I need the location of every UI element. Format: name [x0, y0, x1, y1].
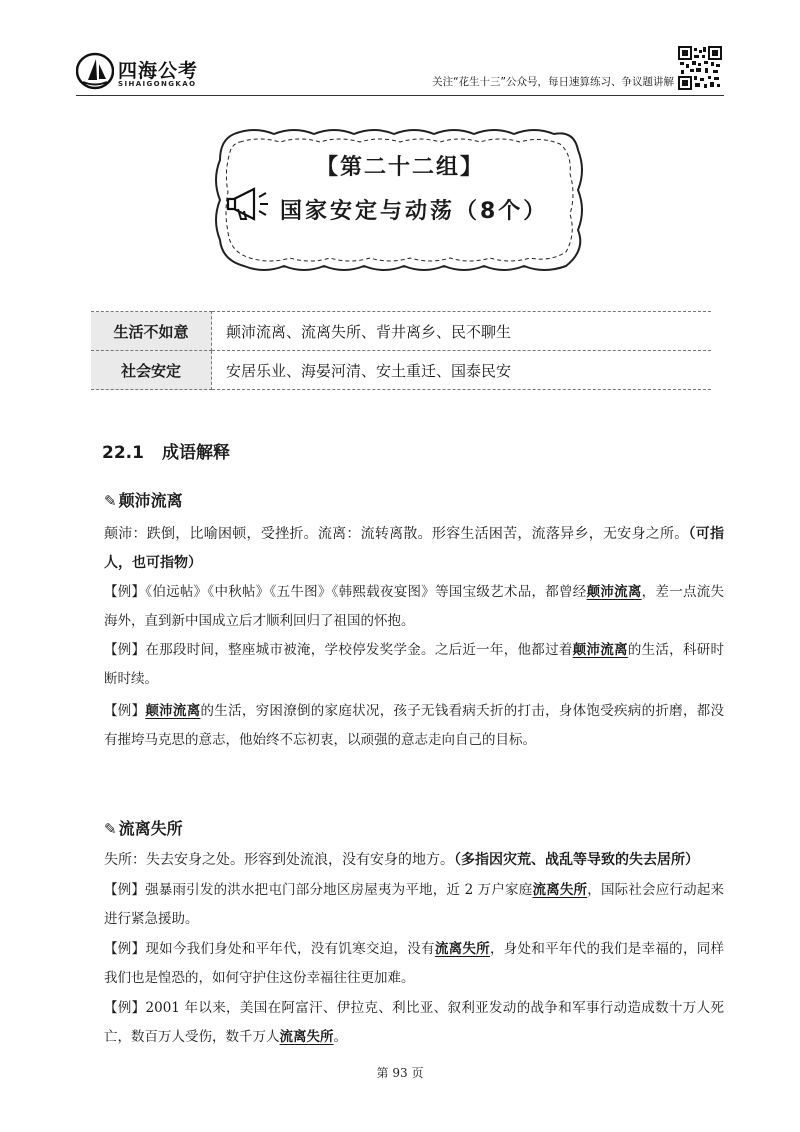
idiom-heading	[104, 816, 183, 839]
idiom-name: 颠沛流离	[118, 491, 183, 510]
category-cell: 社会安定	[91, 351, 212, 390]
definition-text: 失所：失去安身之处。形容到处流浪，没有安身的地方。	[104, 852, 454, 868]
example-text: 【例】《伯远帖》《中秋帖》《五牛图》《韩熙载夜宴图》等国宝级艺术品，都曾经	[104, 584, 587, 600]
highlighted-idiom: 颠沛流离	[586, 584, 642, 600]
idiom-definition	[104, 520, 724, 578]
items-cell: 颠沛流离、流离失所、背井离乡、民不聊生	[212, 312, 712, 351]
megaphone-icon	[226, 185, 274, 225]
pencil-icon: ✎	[104, 820, 117, 838]
example-paragraph	[104, 578, 724, 636]
page-number: 第 93 页	[376, 1066, 424, 1080]
page-header	[0, 0, 800, 100]
idiom-definition	[104, 846, 724, 875]
example-text: 【例】2001 年以来，美国在阿富汗、伊拉克、利比亚、叙利亚发动的战争和军事行动造成数十万人死亡，数百万人受伤，数千万人	[104, 1000, 724, 1045]
brand-subtitle: SIHAIGONGKAO	[118, 80, 197, 88]
table-row	[91, 312, 711, 351]
example-paragraph	[104, 935, 724, 993]
brand-name: 四海公考	[118, 60, 199, 82]
example-paragraph	[104, 876, 724, 934]
section-title	[102, 438, 230, 463]
section-name: 成语解释	[161, 443, 230, 463]
example-paragraph	[104, 697, 724, 755]
example-text: ，差一点流失海外，直到新中国成立后才顺利回归了祖国的怀抱。	[104, 584, 725, 629]
example-paragraph	[104, 994, 724, 1052]
sailboat-logo-icon	[76, 52, 114, 90]
example-text: 。	[333, 1029, 347, 1045]
idiom-name: 流离失所	[118, 819, 183, 838]
category-cell: 生活不如意	[91, 312, 212, 351]
highlighted-idiom: 流离失所	[279, 1029, 334, 1045]
example-text: 的生活，科研时断时续。	[104, 642, 725, 687]
example-text: ，身处和平年代的我们是幸福的，同样我们也是惶恐的，如何守护住这份幸福往往更加难。	[104, 941, 725, 986]
example-text: ，国际社会应行动起来进行紧急援助。	[104, 882, 725, 927]
section-number: 22.1	[102, 443, 144, 463]
header-divider	[76, 95, 724, 96]
example-text: 的生活，穷困潦倒的家庭状况，孩子无钱看病夭折的打击，身体饱受疾病的折磨，都没有摧垮马克思的意志，他始终不忘初衷，以顽强的意志走向自己的目标。	[104, 703, 725, 748]
pencil-icon: ✎	[104, 492, 117, 510]
example-text: 【例】在那段时间，整座城市被淹，学校停发奖学金。之后近一年，他都过着	[104, 642, 573, 658]
definition-note: （可指人，也可指物）	[104, 526, 725, 571]
highlighted-idiom: 颠沛流离	[572, 642, 628, 658]
example-paragraph	[104, 636, 724, 694]
table-row	[91, 351, 711, 390]
highlighted-idiom: 流离失所	[532, 882, 588, 898]
example-text: 【例】	[104, 703, 146, 719]
highlighted-idiom: 流离失所	[434, 941, 490, 957]
definition-note: （多指因灾荒、战乱等导致的失去居所）	[454, 852, 699, 868]
idiom-heading	[104, 488, 183, 511]
group-heading: 【第二十二组】	[315, 155, 484, 180]
items-cell: 安居乐业、海晏河清、安土重迁、国泰民安	[212, 351, 712, 390]
qr-code-icon[interactable]	[678, 46, 722, 90]
follow-notice: 关注“花生十三”公众号，每日速算练习、争议题讲解	[432, 76, 674, 88]
topic-heading: 国家安定与动荡（8个）	[280, 199, 549, 224]
highlighted-idiom: 颠沛流离	[145, 703, 201, 719]
example-text: 【例】现如今我们身处和平年代，没有饥寒交迫，没有	[104, 941, 435, 957]
example-text: 【例】强暴雨引发的洪水把屯门部分地区房屋夷为平地，近 2 万户家庭	[104, 882, 533, 898]
idiom-category-table	[91, 311, 711, 390]
definition-text: 颠沛：跌倒，比喻困顿，受挫折。流离：流转离散。形容生活困苦，流落异乡，无安身之所。	[104, 526, 689, 542]
